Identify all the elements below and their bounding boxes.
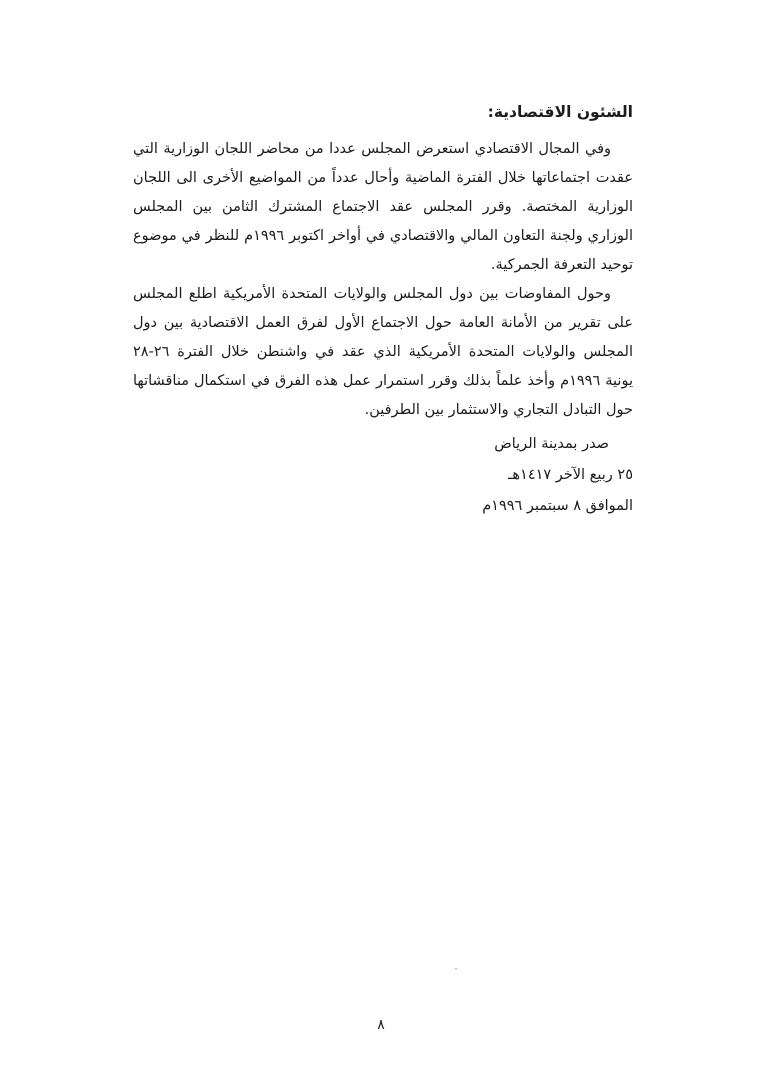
page-number: ٨ xyxy=(377,1017,385,1033)
document-content xyxy=(133,103,633,522)
issued-hijri-date-line: ٢٥ ربيع الآخر ١٤١٧هـ xyxy=(508,467,633,483)
section-heading: الشئون الاقتصادية: xyxy=(487,103,633,121)
issuance-block xyxy=(133,429,633,522)
scan-artifact-dot xyxy=(455,968,457,970)
paragraph-negotiations: وحول المفاوضات بين دول المجلس والولايات المتحدة الأمريكية اطلع المجلس على تقرير من الأمانة العامة حول الاجتماع الأول لفرق العمل الاقتصادية بين دول المجلس والولايات المتحدة الأمريكية الذي عقد في واشنطن خلال الفترة ٢٦-٢٨ يونية ١٩٩٦م وأخذ علماً بذلك وقرر استمرار عمل هذه الفرق في استكمال مناقشاتها حول التبادل التجاري والاستثمار بين الطرفين. xyxy=(133,286,633,418)
issued-gregorian-date-line: الموافق ٨ سبتمبر ١٩٩٦م xyxy=(482,498,633,514)
paragraph-economic-review: وفي المجال الاقتصادي استعرض المجلس عددا من محاضر اللجان الوزارية التي عقدت اجتماعاتها خلال الفترة الماضية وأحال عدداً من المواضيع الأخرى الى اللجان الوزارية المختصة. وقرر المجلس عقد الاجتماع المشترك الثامن بين المجلس الوزاري ولجنة التعاون المالي والاقتصادي في أواخر اكتوبر ١٩٩٦م للنظر في موضوع توحيد التعرفة الجمركية. xyxy=(133,141,633,273)
issued-place-line: صدر بمدينة الرياض xyxy=(494,436,609,452)
